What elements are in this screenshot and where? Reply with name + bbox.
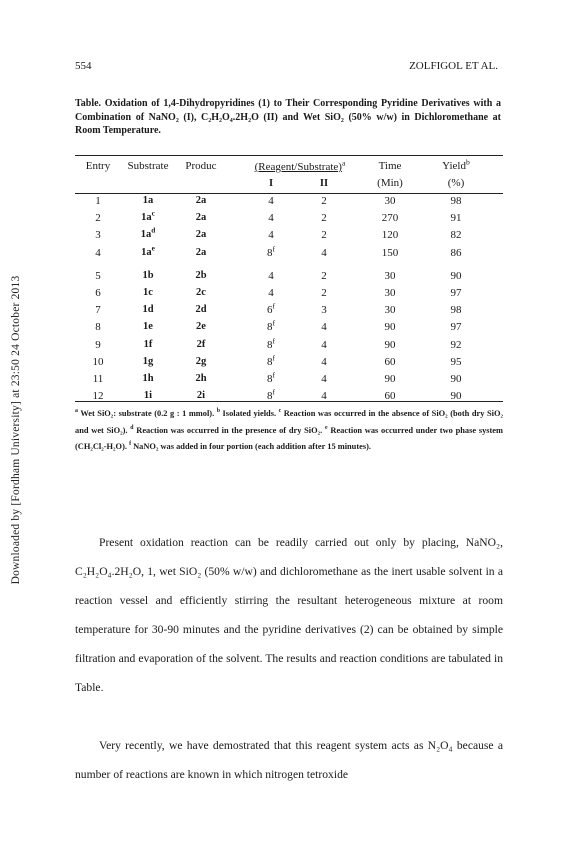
cell-r1 xyxy=(261,318,281,334)
cell-r1 xyxy=(261,353,281,368)
cell-r1 xyxy=(261,270,281,282)
cell-value: 2b xyxy=(195,269,207,281)
cell-value: 4 xyxy=(268,229,274,242)
page-number: 554 xyxy=(75,60,92,72)
cell-value: 1f xyxy=(143,338,153,350)
cell-prod xyxy=(179,270,223,281)
cell-value: 30 xyxy=(384,269,396,282)
cell-value: 4 xyxy=(268,195,274,207)
cell-footnote-mark: f xyxy=(272,387,276,397)
cell-value: 91 xyxy=(450,212,462,225)
caption-text: Oxidation of 1,4-Dihydropyridines (1) to Their Corresponding Pyridine Derivatives with a Combination of NaNO₂ (I), C₂H₂O₄.2H₂O (II) and Wet SiO₂ (50% w/w) in Dichloromethane at Room Temperature. xyxy=(75,98,502,136)
header-ratio-mark: a xyxy=(341,158,346,168)
header-yield-unit: (%) xyxy=(447,177,465,189)
cell-value: 2d xyxy=(195,304,207,316)
cell-r2 xyxy=(314,195,334,207)
cell-entry xyxy=(77,212,119,224)
table-header-rule xyxy=(75,193,503,194)
cell-r2 xyxy=(314,212,334,224)
cell-value: 1a xyxy=(142,195,154,206)
cell-entry xyxy=(77,321,119,333)
cell-r2 xyxy=(314,287,334,299)
cell-value: 1a xyxy=(141,212,152,224)
cell-yield xyxy=(431,195,481,207)
cell-value: 2 xyxy=(321,212,327,225)
cell-entry xyxy=(77,195,119,207)
cell-r2 xyxy=(314,229,334,241)
cell-sub xyxy=(118,321,178,332)
cell-entry xyxy=(77,339,119,351)
cell-value: 8 xyxy=(266,338,273,351)
cell-entry xyxy=(77,356,119,368)
cell-value: 90 xyxy=(384,321,396,334)
table-footnotes xyxy=(75,406,503,456)
cell-sub xyxy=(118,225,178,241)
cell-value: 30 xyxy=(384,195,396,207)
running-head: ZOLFIGOL ET AL. xyxy=(409,60,498,72)
header-ratio-ii: II xyxy=(319,178,329,189)
cell-value: 60 xyxy=(384,355,396,368)
cell-footnote-mark: f xyxy=(272,301,276,311)
footnote-item xyxy=(129,442,371,451)
cell-value: 2g xyxy=(195,355,207,367)
cell-value: 8 xyxy=(95,321,101,334)
cell-entry xyxy=(77,287,119,299)
cell-sub xyxy=(118,195,178,206)
footnote-text: Reaction was occurred in the absence of SiO₂ (both dry SiO₂ and wet SiO₂). xyxy=(75,409,503,435)
cell-sub xyxy=(118,287,178,298)
header-entry: Entry xyxy=(85,160,111,172)
cell-value: 4 xyxy=(95,246,101,259)
cell-value: 1g xyxy=(142,355,154,367)
body-paragraph-1: Present oxidation reaction can be readily carried out only by placing, NaNO₂, C₂H₂O₄.2H₂O, 1, wet SiO₂ (50% w/w) and dichloromethane as the inert usable solvent in a reaction vessel and efficiently stirring the resultant heterogeneous mixture at room temperature for 30-90 minutes and the pyridine derivatives (2) can be obtained by simple filtration and evaporation of the solvent. The results and reaction conditions are tabulated in Table. xyxy=(75,536,503,694)
cell-value: 2 xyxy=(95,212,101,225)
footnote-mark: d xyxy=(130,424,134,431)
cell-value: 1i xyxy=(143,390,153,402)
cell-value: 2a xyxy=(195,195,207,206)
cell-r1 xyxy=(261,243,281,259)
footnote-item xyxy=(130,426,325,435)
cell-footnote-mark: f xyxy=(272,243,276,253)
cell-time xyxy=(365,321,415,333)
cell-value: 4 xyxy=(268,287,274,299)
footnote-mark: f xyxy=(129,441,132,448)
table-bottom-rule xyxy=(75,401,503,402)
footnote-item xyxy=(75,409,217,418)
cell-time xyxy=(365,304,415,316)
cell-r2 xyxy=(314,247,334,259)
table-caption xyxy=(75,97,501,138)
cell-value: 2 xyxy=(321,229,327,242)
cell-prod xyxy=(179,339,223,350)
cell-value: 4 xyxy=(321,373,327,385)
footnote-text: Wet SiO₂: substrate (0.2 g : 1 mmol). xyxy=(80,409,215,418)
cell-value: 90 xyxy=(384,373,396,385)
footnote-item xyxy=(217,409,279,418)
cell-value: 4 xyxy=(321,246,327,259)
cell-value: 8 xyxy=(266,373,273,385)
cell-r1 xyxy=(261,335,281,351)
cell-value: 8 xyxy=(266,246,273,259)
cell-prod xyxy=(179,247,223,258)
cell-value: 2 xyxy=(321,269,327,282)
cell-value: 4 xyxy=(321,321,327,334)
cell-time xyxy=(365,247,415,259)
cell-prod xyxy=(179,195,223,206)
cell-footnote-mark: e xyxy=(151,243,155,253)
cell-footnote-mark: d xyxy=(151,225,156,235)
download-watermark: Downloaded by [Fordham University] at 23:50 24 October 2013 xyxy=(10,275,22,585)
cell-entry xyxy=(77,229,119,241)
cell-value: 8 xyxy=(266,321,273,334)
header-substrate: Substrate xyxy=(127,160,169,172)
cell-r1 xyxy=(261,212,281,224)
cell-value: 8 xyxy=(266,390,273,403)
cell-value: 8 xyxy=(266,355,273,368)
cell-r2 xyxy=(314,356,334,368)
cell-value: 2a xyxy=(195,246,207,258)
cell-value: 2e xyxy=(196,321,206,333)
cell-value: 82 xyxy=(450,229,462,242)
cell-value: 5 xyxy=(95,269,101,282)
cell-sub xyxy=(118,356,178,367)
cell-prod xyxy=(179,390,223,401)
header-ratio-text: (Reagent/Substrate) xyxy=(254,161,342,173)
cell-value: 95 xyxy=(450,355,462,368)
cell-value: 98 xyxy=(450,304,462,317)
cell-value: 86 xyxy=(450,246,462,259)
cell-entry xyxy=(77,373,119,385)
cell-value: 2h xyxy=(195,373,207,384)
header-yield xyxy=(431,157,481,172)
cell-r1 xyxy=(261,301,281,317)
cell-yield xyxy=(431,339,481,351)
cell-footnote-mark: f xyxy=(272,318,276,328)
cell-value: 2f xyxy=(196,338,206,350)
cell-yield xyxy=(431,229,481,241)
cell-entry xyxy=(77,304,119,316)
footnote-mark: e xyxy=(325,424,328,431)
header-yield-mark: b xyxy=(466,157,470,167)
cell-sub xyxy=(118,304,178,315)
cell-footnote-mark: f xyxy=(272,370,276,380)
cell-value: 90 xyxy=(450,373,462,385)
cell-r2 xyxy=(314,373,334,385)
cell-r1 xyxy=(261,229,281,241)
body-paragraph-2: Very recently, we have demostrated that this reagent system acts as N₂O₄ because a number of reactions are known in which nitrogen tetroxide xyxy=(75,739,503,781)
cell-sub xyxy=(118,270,178,281)
cell-sub xyxy=(118,373,178,384)
cell-value: 1a xyxy=(141,246,152,258)
footnote-mark: a xyxy=(75,408,78,415)
cell-time xyxy=(365,212,415,224)
cell-value: 3 xyxy=(95,229,101,242)
cell-value: 2a xyxy=(195,229,207,241)
cell-prod xyxy=(179,356,223,367)
table-top-rule xyxy=(75,155,503,156)
cell-value: 270 xyxy=(381,212,399,225)
footnote-text: Reaction was occurred under two phase system (CH₂Cl₂-H₂O). xyxy=(75,425,504,451)
cell-r2 xyxy=(314,304,334,316)
cell-time xyxy=(365,270,415,282)
cell-r1 xyxy=(261,370,281,385)
cell-value: 97 xyxy=(450,287,462,299)
header-time-unit: (Min) xyxy=(377,177,403,189)
cell-sub xyxy=(118,208,178,224)
cell-value: 1h xyxy=(142,373,154,384)
cell-value: 90 xyxy=(450,269,462,282)
footnote-mark: c xyxy=(278,408,282,415)
cell-value: 2i xyxy=(196,390,206,402)
cell-time xyxy=(365,287,415,299)
cell-prod xyxy=(179,321,223,332)
cell-value: 1e xyxy=(143,321,153,333)
cell-value: 4 xyxy=(268,212,274,225)
cell-value: 10 xyxy=(92,355,104,368)
cell-value: 4 xyxy=(321,338,327,351)
cell-value: 120 xyxy=(381,229,399,242)
cell-value: 4 xyxy=(268,269,274,282)
cell-value: 12 xyxy=(92,390,104,403)
cell-value: 1c xyxy=(143,287,153,298)
cell-prod xyxy=(179,373,223,384)
cell-yield xyxy=(431,270,481,282)
header-ratio xyxy=(245,158,355,173)
cell-value: 11 xyxy=(92,373,104,385)
cell-value: 90 xyxy=(384,338,396,351)
footnote-mark: b xyxy=(216,408,220,415)
cell-value: 4 xyxy=(321,390,327,403)
cell-yield xyxy=(431,304,481,316)
cell-value: 7 xyxy=(95,304,101,317)
cell-value: 2 xyxy=(321,195,327,207)
cell-yield xyxy=(431,287,481,299)
cell-value: 30 xyxy=(384,304,396,317)
cell-value: 60 xyxy=(384,390,396,403)
cell-value: 1b xyxy=(142,269,154,281)
cell-value: 6 xyxy=(95,287,101,299)
cell-value: 2 xyxy=(321,287,327,299)
cell-r2 xyxy=(314,339,334,351)
header-ratio-i: I xyxy=(268,178,274,189)
cell-r2 xyxy=(314,270,334,282)
cell-time xyxy=(365,356,415,368)
cell-prod xyxy=(179,212,223,223)
cell-value: 2a xyxy=(195,212,207,224)
cell-value: 90 xyxy=(450,390,462,403)
cell-r1 xyxy=(261,195,281,207)
cell-value: 1a xyxy=(140,229,152,241)
cell-value: 92 xyxy=(450,338,462,351)
cell-value: 4 xyxy=(321,355,327,368)
cell-value: 98 xyxy=(450,195,462,207)
cell-r2 xyxy=(314,321,334,333)
cell-yield xyxy=(431,321,481,333)
cell-sub xyxy=(118,243,178,258)
header-yield-text: Yield xyxy=(442,160,466,172)
cell-sub xyxy=(118,339,178,350)
cell-value: 9 xyxy=(95,338,101,351)
caption-label: Table. xyxy=(75,98,102,109)
cell-value: 30 xyxy=(384,287,396,299)
cell-value: 1 xyxy=(95,195,101,207)
cell-time xyxy=(365,195,415,207)
cell-prod xyxy=(179,229,223,240)
cell-footnote-mark: f xyxy=(272,335,276,345)
header-time: Time xyxy=(378,160,402,172)
cell-footnote-mark: c xyxy=(151,208,155,218)
cell-time xyxy=(365,339,415,351)
cell-yield xyxy=(431,373,481,385)
cell-sub xyxy=(118,390,178,401)
cell-entry xyxy=(77,270,119,282)
cell-footnote-mark: f xyxy=(272,353,276,363)
header-product: Produc xyxy=(185,160,217,172)
cell-value: 2c xyxy=(196,287,206,298)
cell-yield xyxy=(431,356,481,368)
footnote-text: Isolated yields. xyxy=(222,409,277,418)
cell-yield xyxy=(431,247,481,259)
cell-time xyxy=(365,229,415,241)
cell-value: 3 xyxy=(321,304,327,317)
cell-value: 6 xyxy=(266,304,273,317)
cell-yield xyxy=(431,212,481,224)
cell-value: 1d xyxy=(142,304,154,316)
cell-entry xyxy=(77,247,119,259)
cell-value: 150 xyxy=(381,246,399,259)
cell-prod xyxy=(179,287,223,298)
cell-time xyxy=(365,373,415,385)
cell-value: 97 xyxy=(450,321,462,334)
cell-r1 xyxy=(261,287,281,299)
footnote-text: Reaction was occurred in the presence of dry SiO₂. xyxy=(136,425,323,435)
footnote-text: NaNO₂ was added in four portion (each addition after 15 minutes). xyxy=(133,442,371,451)
cell-prod xyxy=(179,304,223,315)
